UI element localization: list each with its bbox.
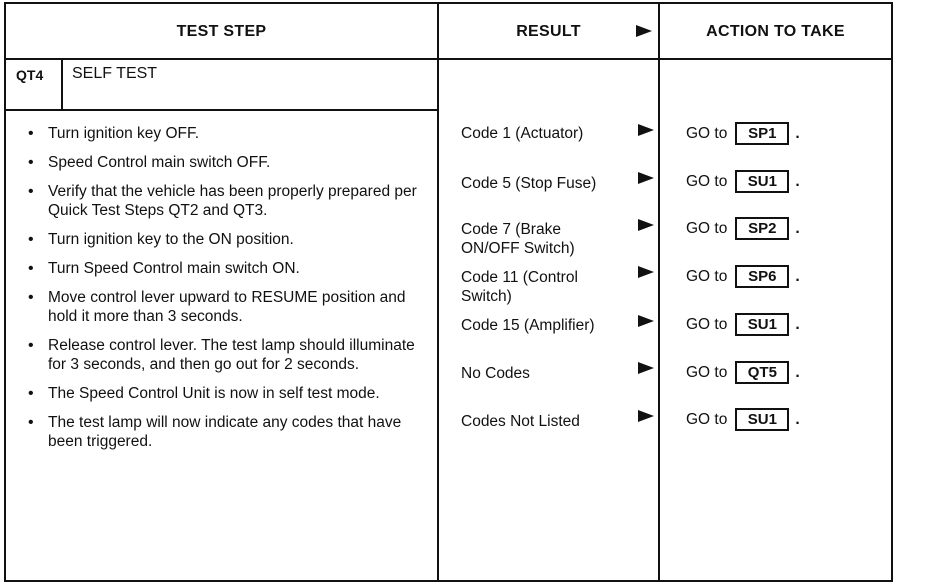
- header-arrow-icon: [636, 25, 652, 37]
- action-codes-not-listed: [686, 408, 800, 431]
- target-step-box[interactable]: SP2: [735, 217, 789, 240]
- header-action: [660, 4, 891, 60]
- step-id-divider: [61, 60, 63, 110]
- action-code-15: [686, 313, 800, 336]
- period: .: [795, 172, 800, 190]
- header-result: [439, 4, 658, 60]
- instruction-list: [20, 124, 430, 461]
- instruction-item: • Turn ignition key OFF.: [20, 124, 430, 143]
- step-id: QT4: [16, 67, 44, 83]
- period: .: [795, 219, 800, 237]
- action-no-codes: [686, 361, 800, 384]
- result-code-7: Code 7 (Brake ON/OFF Switch): [461, 221, 575, 257]
- result-no-codes: No Codes: [461, 365, 530, 382]
- period: .: [795, 410, 800, 428]
- instruction-item: • Move control lever upward to RESUME position and hold it more than 3 seconds.: [20, 288, 430, 326]
- instruction-item: • Verify that the vehicle has been properly prepared per Quick Test Steps QT2 and QT3.: [20, 182, 430, 220]
- period: .: [795, 315, 800, 333]
- instruction-item: • The Speed Control Unit is now in self test mode.: [20, 384, 430, 403]
- go-to-label: GO to: [686, 124, 728, 142]
- row-arrow-icon: [638, 124, 654, 136]
- instruction-item: • Release control lever. The test lamp should illuminate for 3 seconds, and then go out for 2 seconds.: [20, 336, 430, 374]
- instruction-item: • The test lamp will now indicate any codes that have been triggered.: [20, 413, 430, 451]
- target-step-box[interactable]: SU1: [735, 408, 789, 431]
- target-step-box[interactable]: SP1: [735, 122, 789, 145]
- action-code-11: [686, 265, 800, 288]
- header-action-label: ACTION TO TAKE: [706, 23, 845, 40]
- go-to-label: GO to: [686, 410, 728, 428]
- header-test-step: [6, 4, 437, 60]
- header-result-label: RESULT: [516, 23, 581, 40]
- test-table: [4, 2, 893, 582]
- instruction-item: • Speed Control main switch OFF.: [20, 153, 430, 172]
- result-code-1: Code 1 (Actuator): [461, 125, 584, 142]
- step-title-divider: [6, 109, 437, 111]
- result-code-11: Code 11 (Control Switch): [461, 269, 578, 305]
- divider-result-action: [658, 4, 660, 580]
- header-test-step-label: TEST STEP: [176, 23, 267, 40]
- period: .: [795, 124, 800, 142]
- result-code-5: Code 5 (Stop Fuse): [461, 175, 597, 192]
- go-to-label: GO to: [686, 172, 728, 190]
- divider-step-result: [437, 4, 439, 580]
- result-codes-not-listed: Codes Not Listed: [461, 413, 580, 430]
- row-arrow-icon: [638, 266, 654, 278]
- row-arrow-icon: [638, 315, 654, 327]
- row-arrow-icon: [638, 410, 654, 422]
- row-arrow-icon: [638, 219, 654, 231]
- target-step-box[interactable]: SP6: [735, 265, 789, 288]
- instruction-item: • Turn Speed Control main switch ON.: [20, 259, 430, 278]
- target-step-box[interactable]: SU1: [735, 313, 789, 336]
- row-arrow-icon: [638, 172, 654, 184]
- period: .: [795, 363, 800, 381]
- action-code-5: [686, 170, 800, 193]
- result-code-15: Code 15 (Amplifier): [461, 317, 595, 334]
- instruction-item: • Turn ignition key to the ON position.: [20, 230, 430, 249]
- period: .: [795, 267, 800, 285]
- target-step-box[interactable]: SU1: [735, 170, 789, 193]
- go-to-label: GO to: [686, 363, 728, 381]
- action-code-7: [686, 217, 800, 240]
- step-title: SELF TEST: [72, 65, 158, 82]
- action-code-1: [686, 122, 800, 145]
- go-to-label: GO to: [686, 219, 728, 237]
- go-to-label: GO to: [686, 315, 728, 333]
- go-to-label: GO to: [686, 267, 728, 285]
- target-step-box[interactable]: QT5: [735, 361, 789, 384]
- row-arrow-icon: [638, 362, 654, 374]
